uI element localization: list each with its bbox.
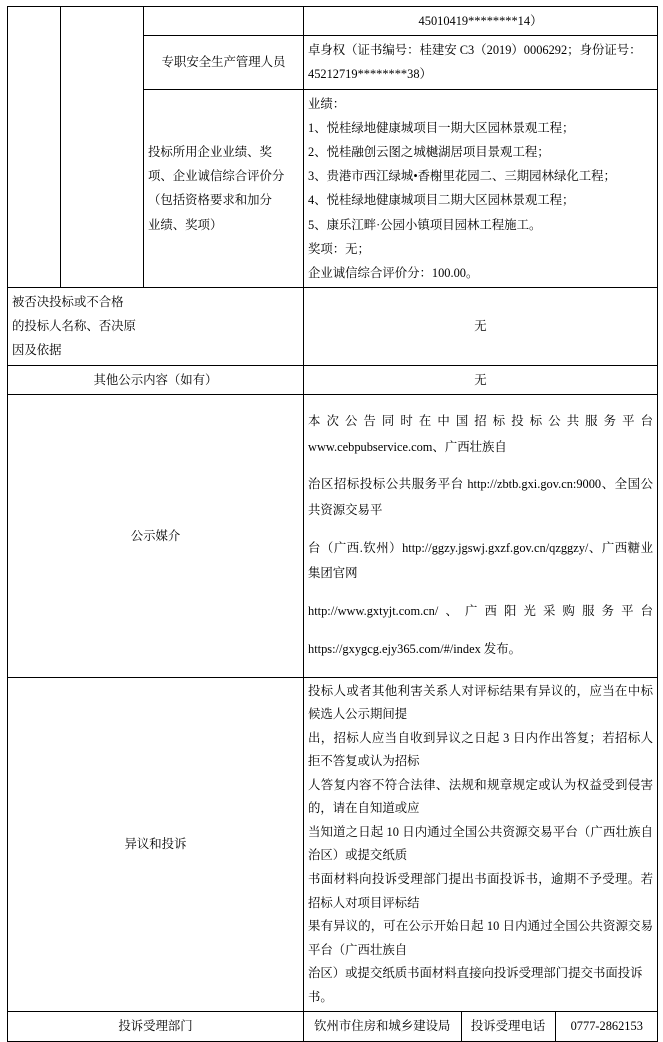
complaints-line-4: 当知道之日起 10 日内通过全国公共资源交易平台（广西壮族自治区）或提交纸质	[308, 824, 653, 863]
media-char: 台	[640, 603, 653, 618]
rejected-bidder-label-line-3: 因及依据	[12, 343, 62, 358]
sub-category-cell	[61, 7, 144, 288]
media-char: 阳	[504, 603, 524, 618]
id-tail-label-cell	[144, 7, 304, 36]
media-line-5: https://gxygcg.ejy365.com/#/index 发布。	[308, 641, 522, 656]
media-sep: 、	[438, 603, 465, 618]
complaint-phone-value: 0777-2862153	[570, 1019, 643, 1034]
complaints-line-1: 投标人或者其他利害关系人对评标结果有异议的，应当在中标候选人公示期间提	[308, 683, 653, 722]
complaint-phone-label: 投诉受理电话	[461, 1012, 555, 1040]
media-line-1: 本次公告同时在中国招标投标公共服务平台 www.cebpubservice.com、广西壮族自	[308, 414, 653, 454]
table-row	[8, 365, 658, 394]
rejected-bidder-value: 无	[304, 288, 658, 366]
media-char: 平	[621, 603, 641, 618]
media-char: 购	[562, 603, 583, 618]
complaints-label: 异议和投诉	[8, 677, 304, 1012]
rejected-bidder-label-line-2: 的投标人名称、否决原	[12, 319, 136, 334]
performance-value	[304, 89, 658, 288]
performance-item: 1、悦桂绿地健康城项目一期大区园林景观工程；	[308, 120, 575, 135]
media-value	[304, 394, 658, 677]
performance-heading: 业绩：	[308, 96, 346, 111]
bid-announcement-table	[7, 6, 658, 1042]
media-char: 服	[582, 603, 602, 618]
performance-label-line-2: 项、企业诚信综合评价分	[148, 169, 285, 184]
safety-officer-value	[304, 36, 658, 89]
safety-officer-line-2: 45212719********38）	[308, 67, 432, 82]
table-row	[8, 1012, 658, 1041]
other-content-value: 无	[304, 365, 658, 394]
media-char: 光	[523, 603, 544, 618]
performance-credit-score: 企业诚信综合评价分：100.00。	[308, 265, 479, 280]
table-row	[8, 288, 658, 366]
performance-item: 5、康乐江畔·公园小镇项目园林工程施工。	[308, 217, 542, 232]
performance-awards: 奖项：无；	[308, 241, 370, 256]
safety-officer-label: 专职安全生产管理人员	[144, 36, 304, 89]
media-char: 采	[543, 603, 563, 618]
complaints-line-6: 果有异议的，可在公示开始日起 10 日内通过全国公共资源交易平台（广西壮族自	[308, 919, 653, 957]
safety-officer-line-1: 卓身权（证书编号：桂建安 C3（2019）0006292；身份证号：	[308, 43, 642, 58]
rejected-bidder-label-line-1: 被否决投标或不合格	[12, 295, 124, 310]
complaints-value	[304, 677, 658, 1012]
complaint-dept-value-group	[304, 1012, 658, 1041]
complaints-line-3: 人答复内容不符合法律、法规和规章规定或认为权益受到侵害的，请在自知道或应	[308, 777, 653, 816]
media-line-2: 治区招标投标公共服务平台 http://zbtb.gxi.gov.cn:9000、全国公共资源交易平	[308, 477, 653, 517]
media-char: 广	[464, 603, 485, 618]
table-row	[8, 394, 658, 677]
outer-category-cell	[8, 7, 61, 288]
performance-label-line-3: （包括资格要求和加分	[148, 193, 272, 208]
table-row	[8, 7, 658, 36]
performance-label	[144, 89, 304, 288]
performance-label-line-1: 投标所用企业业绩、奖	[148, 144, 272, 159]
complaint-dept-name: 钦州市住房和城乡建设局	[314, 1019, 451, 1034]
other-content-label: 其他公示内容（如有）	[8, 365, 304, 394]
performance-item: 2、悦桂融创云图之城樾湖居项目景观工程；	[308, 144, 550, 159]
performance-item: 3、贵港市西江绿城•香榭里花园二、三期园林绿化工程；	[308, 169, 616, 184]
performance-item: 4、悦桂绿地健康城项目二期大区园林景观工程；	[308, 193, 575, 208]
table-row	[8, 677, 658, 1012]
media-url-gxtyjt: http://www.gxtyjt.com.cn/	[308, 603, 439, 618]
media-char: 西	[484, 603, 504, 618]
media-line-4	[308, 599, 653, 624]
document-page	[0, 6, 663, 1034]
media-char: 务	[601, 603, 622, 618]
complaints-line-5: 书面材料向投诉受理部门提出书面投诉书，逾期不予受理。若招标人对项目评标结	[308, 872, 653, 910]
performance-label-line-4: 业绩、奖项）	[148, 217, 223, 232]
media-label: 公示媒介	[8, 394, 304, 677]
complaints-line-2: 出，招标人应当自收到异议之日起 3 日内作出答复；若招标人拒不答复或认为招标	[308, 730, 653, 769]
id-tail-value: 45010419********14）	[304, 7, 658, 36]
complaint-dept-label: 投诉受理部门	[8, 1012, 304, 1041]
media-line-3: 台（广西.钦州）http://ggzy.jgswj.gxzf.gov.cn/qzggzy/、广西糖业集团官网	[308, 540, 653, 581]
complaints-line-7: 治区）或提交纸质书面材料直接向投诉受理部门提交书面投诉书。	[308, 966, 643, 1004]
rejected-bidder-label	[8, 288, 304, 366]
